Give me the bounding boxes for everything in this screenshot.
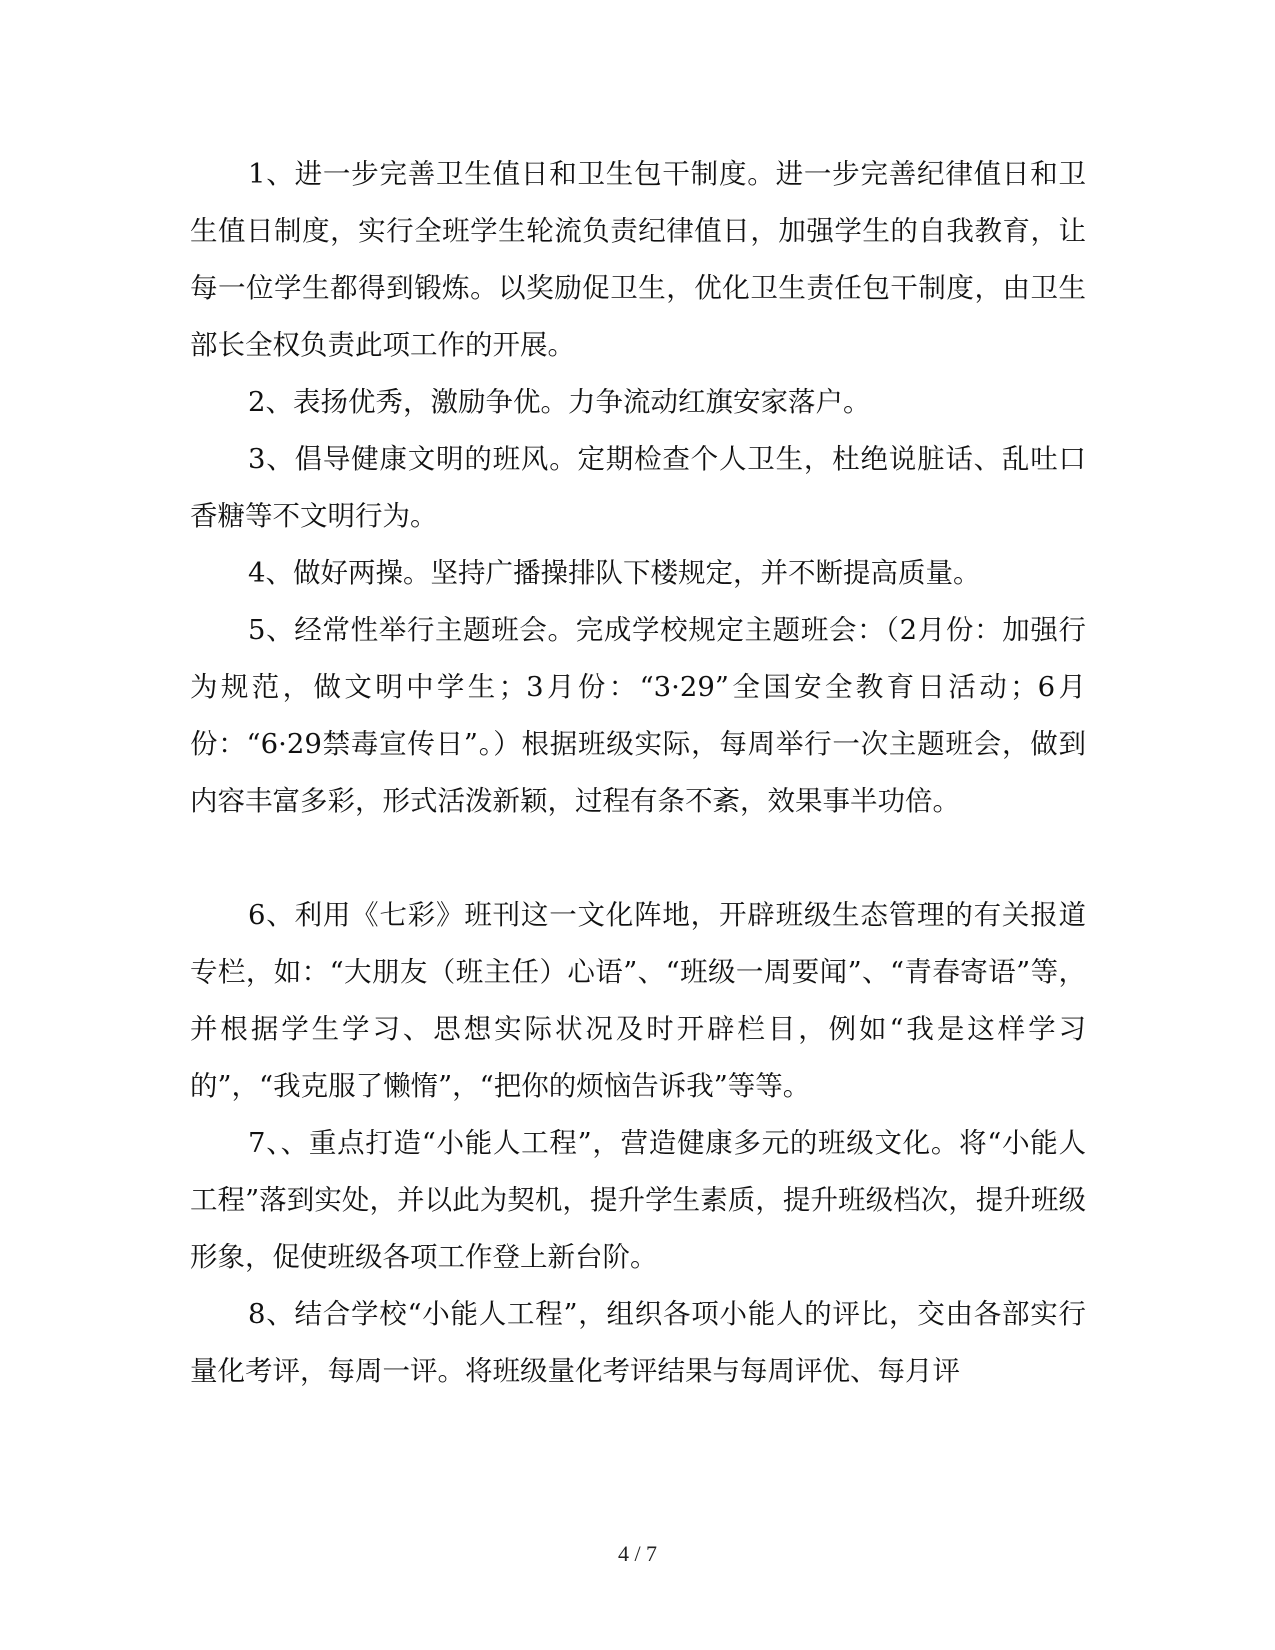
page-number: 4 / 7 — [617, 1541, 658, 1566]
paragraph-2: 2、表扬优秀，激励争优。力争流动红旗安家落户。 — [248, 386, 871, 418]
paragraph-6: 6、利用《七彩》班刊这一文化阵地，开辟班级生态管理的有关报道专栏，如：“大朋友（班主任）心语”、“班级一周要闻”、“青春寄语”等，并根据学生学习、思想实际状况及时开辟栏目，例如“我是这样学习的”，“我克服了懒惰”，“把你的烦恼告诉我”等等。 — [190, 899, 1086, 1102]
paragraph-3: 3、倡导健康文明的班风。定期检查个人卫生，杜绝说脏话、乱吐口香糖等不文明行为。 — [190, 443, 1086, 532]
paragraph-7: 7、、重点打造“小能人工程”，营造健康多元的班级文化。将“小能人工程”落到实处，并以此为契机，提升学生素质，提升班级档次，提升班级形象，促使班级各项工作登上新台阶。 — [190, 1127, 1086, 1273]
paragraph-5: 5、经常性举行主题班会。完成学校规定主题班会：（2月份：加强行为规范，做文明中学生；3月份：“3·29”全国安全教育日活动；6月份：“6·29禁毒宣传日”。）根据班级实际，每周举行一次主题班会，做到内容丰富多彩，形式活泼新颖，过程有条不紊，效果事半功倍。 — [190, 614, 1086, 817]
paragraph-4: 4、做好两操。坚持广播操排队下楼规定，并不断提高质量。 — [248, 557, 981, 589]
document-body — [190, 146, 1086, 1400]
paragraph-8: 8、结合学校“小能人工程”，组织各项小能人的评比，交由各部实行量化考评，每周一评。将班级量化考评结果与每周评优、每月评 — [190, 1298, 1086, 1387]
paragraph-1: 1、进一步完善卫生值日和卫生包干制度。进一步完善纪律值日和卫生值日制度，实行全班学生轮流负责纪律值日，加强学生的自我教育，让每一位学生都得到锻炼。以奖励促卫生，优化卫生责任包干制度，由卫生部长全权负责此项工作的开展。 — [190, 158, 1086, 361]
